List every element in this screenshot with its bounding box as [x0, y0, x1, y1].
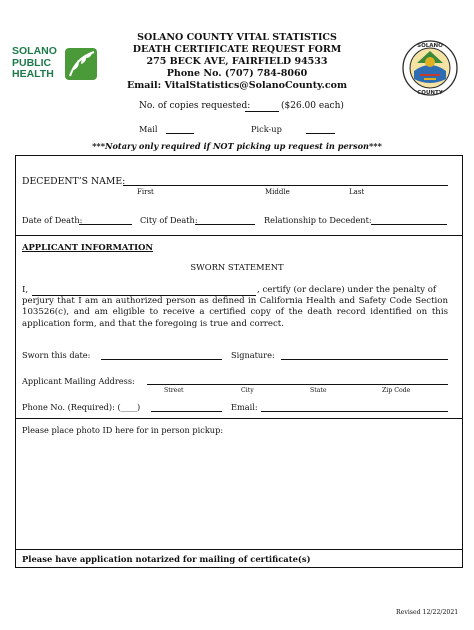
header-phone: Phone No. (707) 784-8060	[166, 68, 308, 79]
sworn-date-input[interactable]	[101, 359, 222, 360]
decedent-name-label: DECEDENT’S NAME:	[22, 176, 126, 187]
notarize-note: Please have application notarized for mailing of certificate(s)	[22, 554, 311, 564]
logo-text: SOLANO PUBLIC HEALTH	[12, 45, 57, 80]
seal-bottom-text: COUNTY	[417, 90, 443, 96]
signature-input[interactable]	[281, 359, 448, 360]
email-label: Email:	[231, 402, 258, 412]
form-right-border	[462, 155, 463, 568]
mailing-address-label: Applicant Mailing Address:	[22, 376, 135, 386]
photo-id-label: Please place photo ID here for in person pickup:	[22, 425, 224, 435]
first-name-caption: First	[137, 188, 154, 196]
form-bottom-border	[15, 567, 463, 568]
sworn-statement-body: perjury that I am an authorized person as defined in California Health and Safety Code Section 103526(c), and am eligible to receive a certified copy of the death record identified on this application form, and that the foregoing is true and correct.	[22, 296, 448, 329]
street-caption: Street	[164, 387, 184, 394]
last-name-caption: Last	[349, 188, 365, 196]
header-line-2: DEATH CERTIFICATE REQUEST FORM	[132, 44, 342, 55]
i-label: I,	[22, 285, 29, 295]
city-caption: City	[241, 387, 254, 394]
decedent-divider	[15, 235, 463, 236]
relationship-input[interactable]	[371, 224, 447, 225]
city-of-death-label: City of Death:	[140, 215, 198, 225]
state-caption: State	[310, 387, 327, 394]
pickup-checkbox-line[interactable]	[306, 133, 335, 134]
copies-price: ($26.00 each)	[281, 101, 344, 111]
pickup-label: Pick-up	[251, 124, 282, 134]
date-of-death-input[interactable]	[79, 224, 132, 225]
applicant-section-title: APPLICANT INFORMATION	[22, 242, 154, 252]
city-of-death-input[interactable]	[195, 224, 255, 225]
mail-checkbox-line[interactable]	[166, 133, 194, 134]
copies-input[interactable]	[245, 111, 279, 112]
signature-label: Signature:	[231, 350, 275, 360]
photo-id-area[interactable]	[16, 438, 462, 547]
seal-top-text: SOLANO	[417, 43, 443, 49]
phone-label: Phone No. (Required): (____)	[22, 402, 141, 412]
decedent-name-input[interactable]	[123, 185, 448, 186]
relationship-label: Relationship to Decedent:	[264, 215, 372, 225]
mailing-address-input[interactable]	[147, 384, 448, 385]
header-line-1: SOLANO COUNTY VITAL STATISTICS	[137, 32, 337, 43]
statement-line-1: , certify (or declare) under the penalty of	[257, 285, 437, 295]
revised-date: Revised 12/22/2021	[396, 609, 459, 616]
notarize-divider	[15, 549, 463, 550]
copies-label: No. of copies requested:	[139, 101, 251, 111]
sworn-statement-title: SWORN STATEMENT	[190, 262, 284, 272]
header-email: Email: VitalStatistics@SolanoCounty.com	[126, 80, 348, 91]
applicant-divider	[15, 418, 463, 419]
form-top-border	[15, 155, 463, 156]
notary-note: ***Notary only required if NOT picking up request in person***	[92, 141, 382, 151]
date-of-death-label: Date of Death:	[22, 215, 83, 225]
middle-name-caption: Middle	[265, 188, 290, 196]
sworn-date-label: Sworn this date:	[22, 350, 91, 360]
mail-label: Mail	[139, 124, 158, 134]
phone-input[interactable]	[151, 411, 222, 412]
email-input[interactable]	[261, 411, 448, 412]
header-line-3: 275 BECK AVE, FAIRFIELD 94533	[146, 56, 328, 67]
zip-caption: Zip Code	[382, 387, 411, 394]
